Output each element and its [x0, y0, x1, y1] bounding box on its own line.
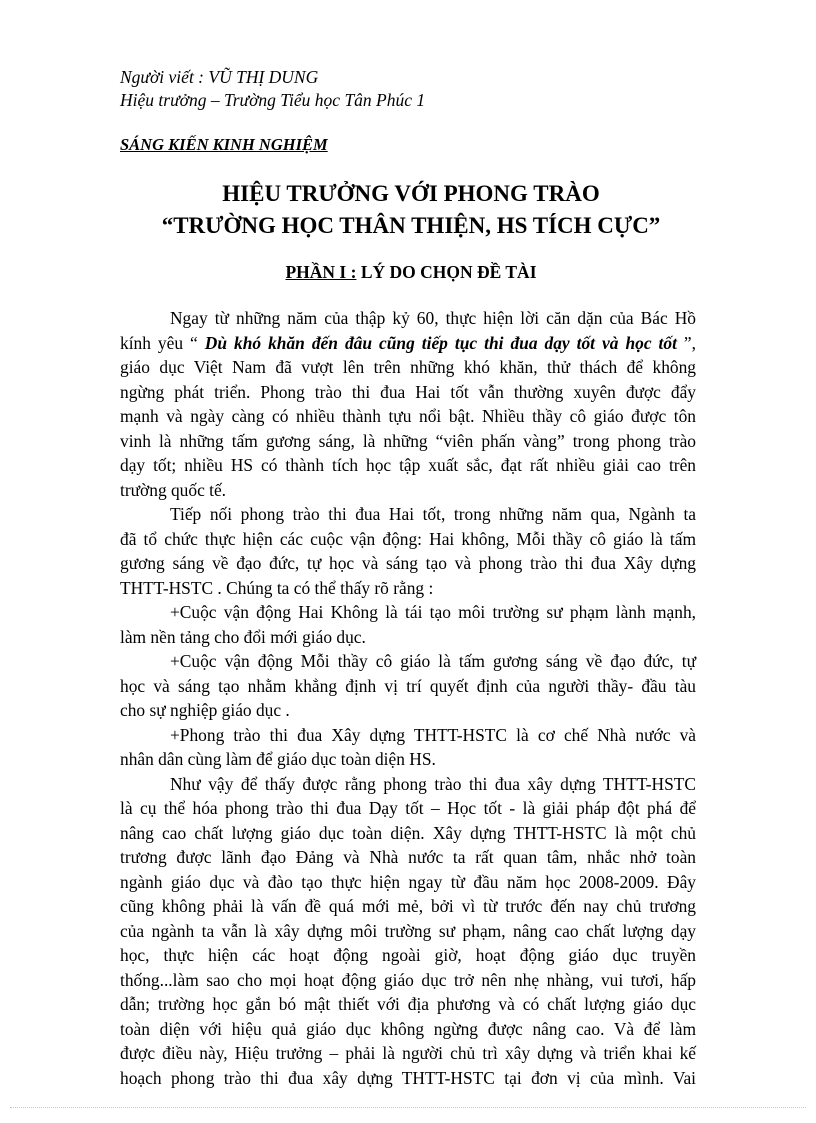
- text-line: Tiếp nối phong trào thi đua Hai tốt, trong những năm qua, Ngành ta: [170, 504, 696, 524]
- author-position: Hiệu trưởng – Trường Tiểu học Tân Phúc 1: [120, 90, 426, 110]
- text-line: gương sáng về đạo đức, tự học và sáng tạo và phong trào thi đua Xây dựng: [120, 553, 696, 573]
- text-line: +Cuộc vận động Hai Không là tái tạo môi trường sư phạm lành mạnh,: [170, 602, 696, 622]
- text-line: dạy tốt; nhiều HS có thành tích học tập xuất sắc, đạt rất nhiều giải cao trên: [120, 455, 696, 475]
- text-fragment: ”,: [676, 332, 696, 353]
- text-line: nhân dân cùng làm để giáo dục toàn diện HS.: [120, 749, 436, 769]
- text-line: ngừng phát triển. Phong trào thi đua Hai tốt vẫn thường xuyên được đẩy: [120, 381, 696, 402]
- text-line: đã tổ chức thực hiện các cuộc vận động: Hai không, Mỗi thầy cô giáo là tấm: [120, 528, 696, 549]
- text-line: THTT-HSTC . Chúng ta có thể thấy rõ rằng :: [120, 577, 434, 598]
- text-fragment: kính yêu “: [120, 332, 205, 353]
- author-block: [120, 66, 425, 112]
- text-line: mạnh và ngày càng có nhiều thành tựu nổi bật. Nhiều thầy cô giáo được tôn: [120, 406, 696, 426]
- text-line: cho sự nghiệp giáo dục .: [120, 700, 290, 720]
- document-title: [120, 178, 702, 242]
- text-line: vinh là những tấm gương sáng, là những “viên phấn vàng” trong phong trào: [120, 430, 696, 451]
- text-line: nâng cao chất lượng giáo dục toàn diện. Xây dựng THTT-HSTC là một chủ: [120, 822, 696, 843]
- title-line-1: HIỆU TRƯỞNG VỚI PHONG TRÀO: [222, 181, 600, 206]
- text-line: +Phong trào thi đua Xây dựng THTT-HSTC là cơ chế Nhà nước và: [170, 724, 696, 745]
- text-line: của ngành ta vẫn là xây dựng môi trường sư phạm, nâng cao chất lượng dạy: [120, 920, 696, 941]
- text-line: trường quốc tế.: [120, 479, 227, 500]
- text-line: làm nền tảng cho đổi mới giáo dục.: [120, 626, 366, 647]
- text-line: là cụ thể hóa phong trào thi đua Dạy tốt – Học tốt - là giải pháp đột phá để: [120, 798, 696, 818]
- text-line: cũng không phải là vấn đề quá mới mẻ, bởi vì từ trước đến nay chủ trương: [120, 896, 696, 916]
- quote-bac-ho: Dù khó khăn đến đâu cũng tiếp tục thi đua dạy tốt và học tốt: [204, 332, 677, 353]
- text-line: [120, 331, 696, 356]
- text-line: Ngay từ những năm của thập kỷ 60, thực hiện lời căn dặn của Bác Hồ: [170, 308, 696, 328]
- text-line: ngành giáo dục và đào tạo thực hiện ngay từ đầu năm học 2008-2009. Đây: [120, 871, 696, 892]
- text-line: toàn diện với hiệu quả giáo dục không ngừng được nâng cao. Và để làm: [120, 1018, 696, 1039]
- text-line: học, thực hiện các hoạt động ngoài giờ, hoạt động giáo dục truyền: [120, 945, 696, 965]
- author-writer: Người viết : VŨ THỊ DUNG: [120, 67, 319, 87]
- body-text: [120, 306, 696, 1090]
- title-line-2: “TRƯỜNG HỌC THÂN THIỆN, HS TÍCH CỰC”: [161, 213, 661, 238]
- text-line: +Cuộc vận động Mỗi thầy cô giáo là tấm gương sáng về đạo đức, tự: [170, 651, 696, 671]
- text-line: giáo dục Việt Nam đã vượt lên trên những khó khăn, thử thách để không: [120, 357, 696, 377]
- part-heading-text: LÝ DO CHỌN ĐỀ TÀI: [356, 262, 537, 282]
- text-line: được điều này, Hiệu trưởng – phải là người chủ trì xây dựng và triển khai kế: [120, 1043, 696, 1063]
- text-line: Như vậy để thấy được rằng phong trào thi đua xây dựng THTT-HSTC: [170, 773, 696, 794]
- text-line: thống...làm sao cho mọi hoạt động giáo dục trở nên nhẹ nhàng, vui tươi, hấp: [120, 969, 696, 990]
- text-line: dẫn; trường học gắn bó mật thiết với địa phương và có chất lượng giáo dục: [120, 994, 696, 1014]
- part-heading-label: PHẦN I :: [285, 262, 357, 282]
- text-line: hoạch phong trào thi đua xây dựng THTT-HSTC tại đơn vị của mình. Vai: [120, 1067, 696, 1088]
- section-label: SÁNG KIẾN KINH NGHIỆM: [120, 135, 328, 154]
- text-line: học và sáng tạo nhằm khẳng định vị trí quyết định của người thầy- đầu tàu: [120, 675, 696, 696]
- text-line: trương được lãnh đạo Đảng và Nhà nước ta rất quan tâm, nhắc nhở toàn: [120, 847, 696, 867]
- page-footer-divider: [10, 1107, 806, 1108]
- part-heading: [120, 262, 702, 283]
